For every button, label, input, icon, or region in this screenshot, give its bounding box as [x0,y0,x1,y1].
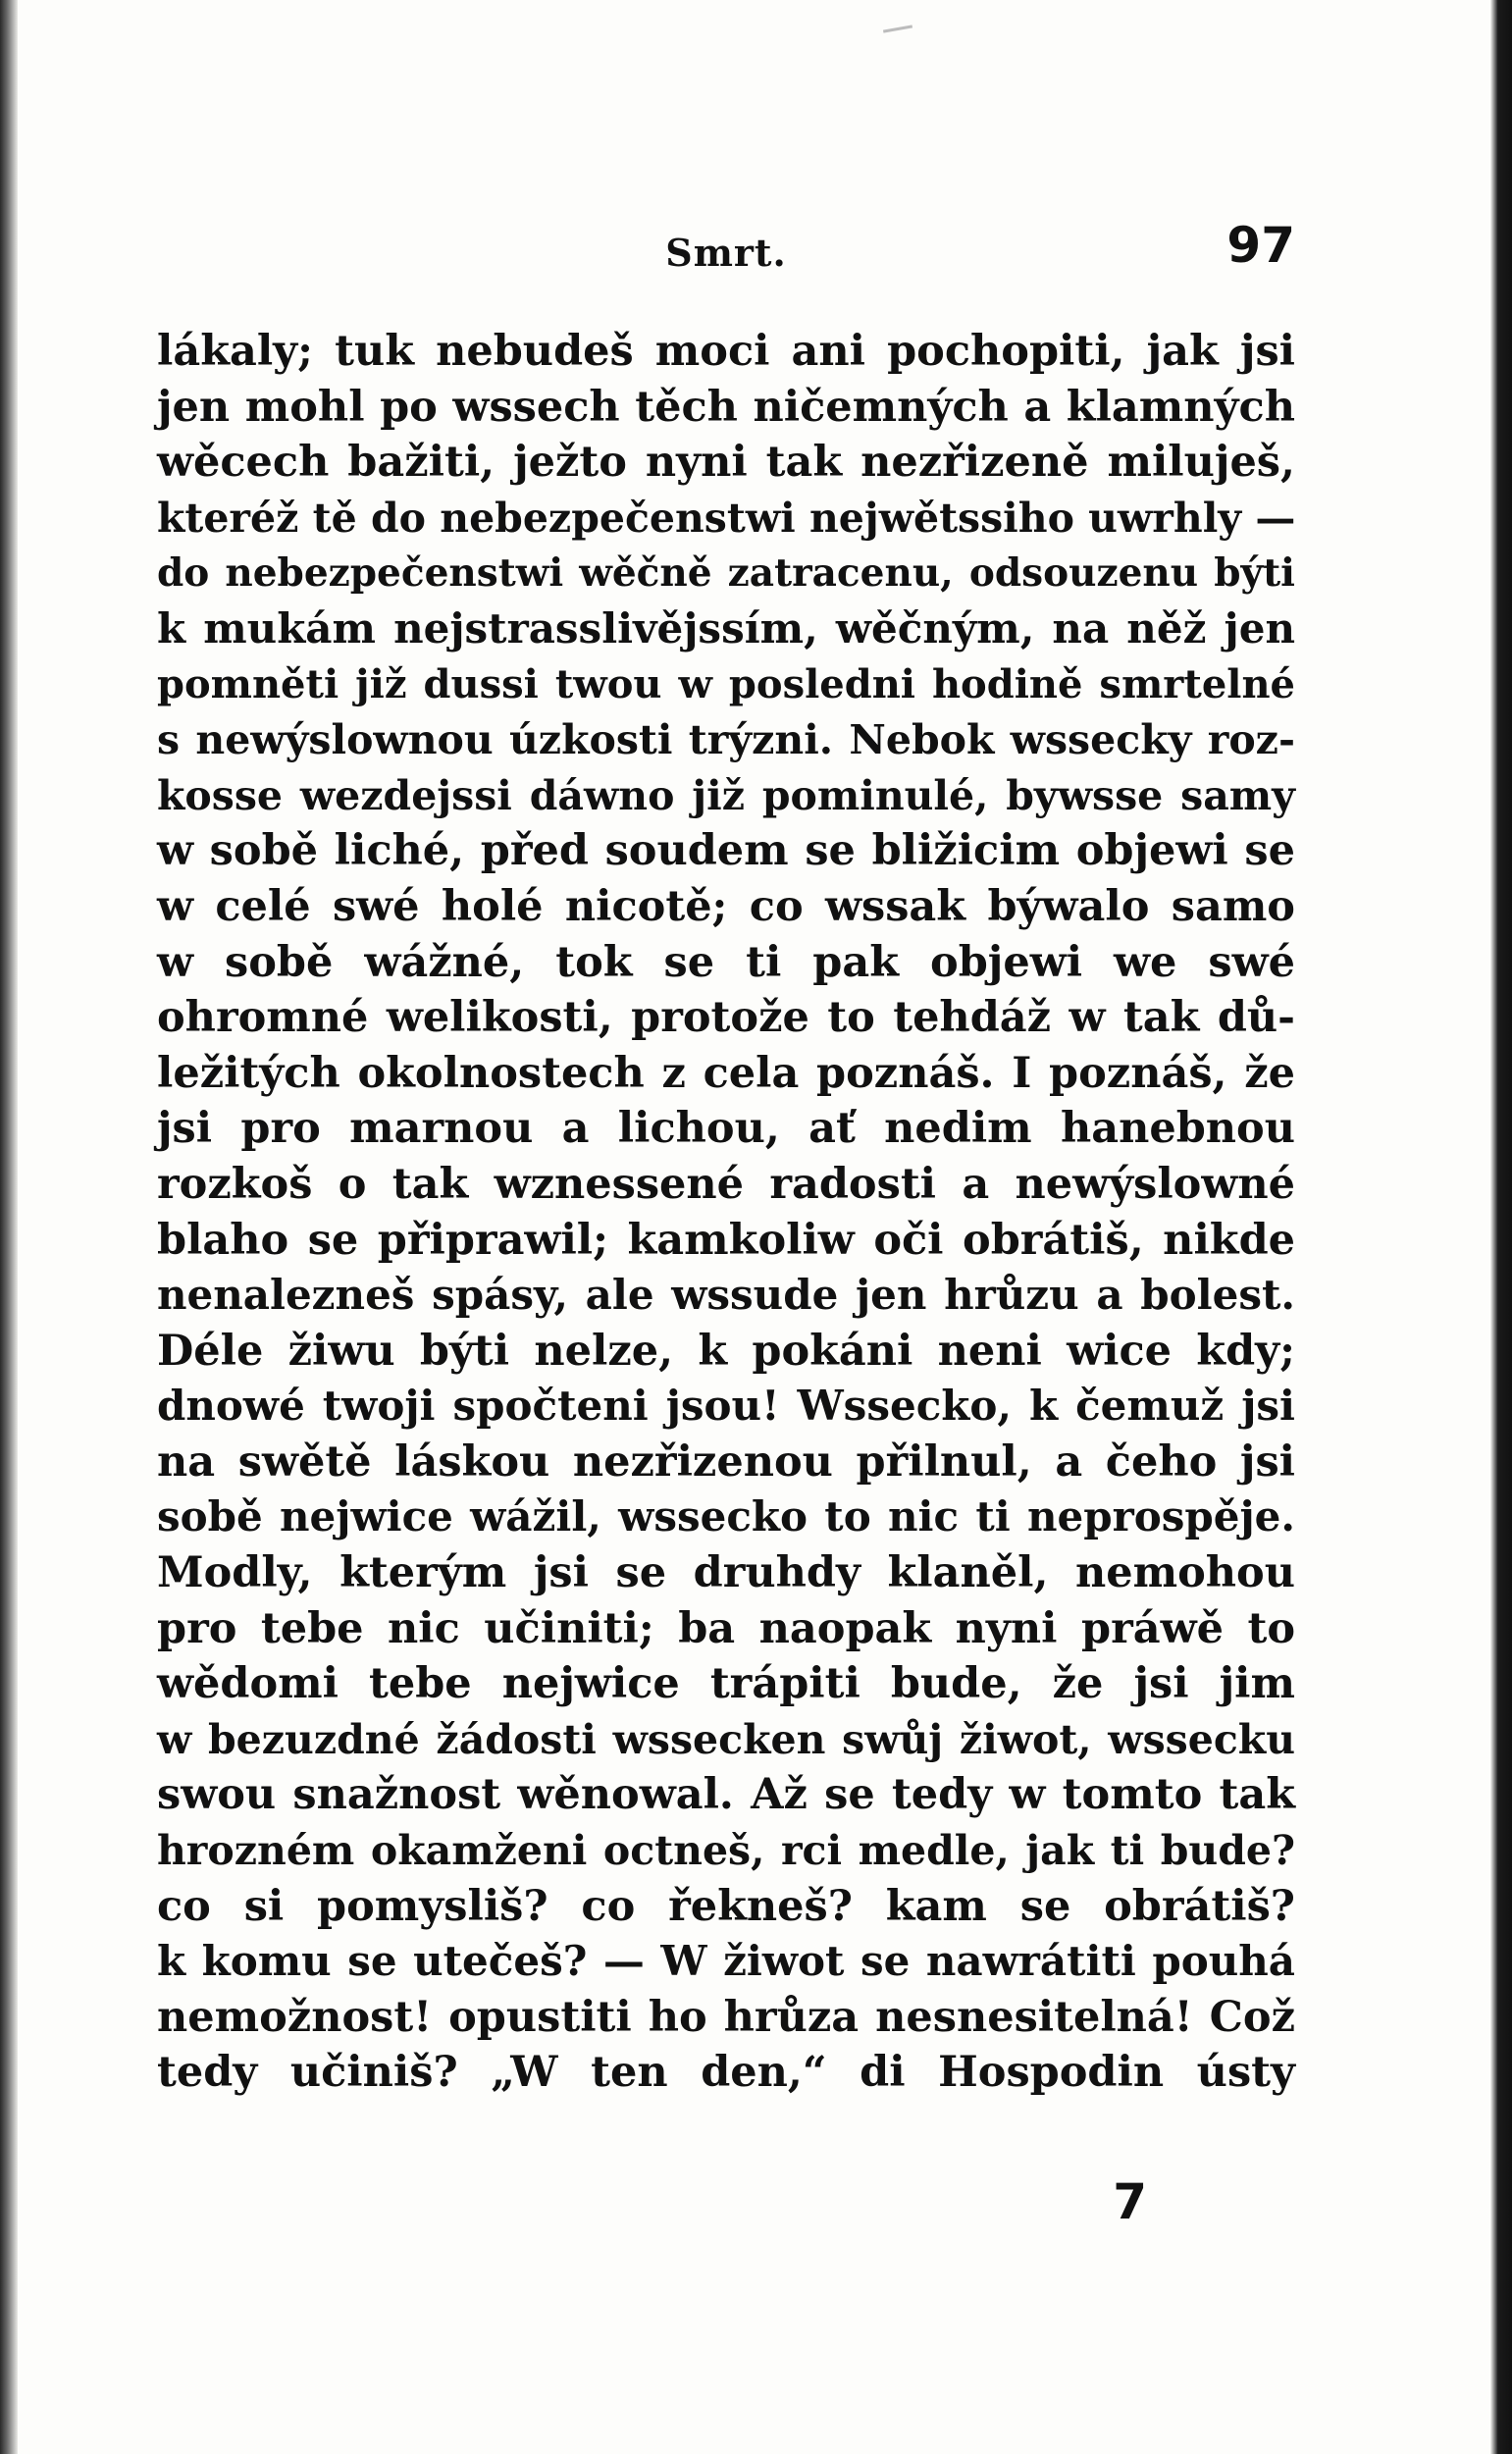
text-line: nemožnost! opustiti ho hrůza nesnesitelná! Což [157,1992,1295,2042]
scan-mark [883,25,912,32]
text-line: tedy učiniš? „W ten den,“ di Hospodin ústy [157,2048,1295,2098]
text-line: w celé swé holé nicotě; co wssak býwalo samo [157,881,1295,931]
page-header [157,211,1295,280]
scan-border [1490,0,1512,2454]
text-line: kosse wezdejssi dáwno již pominulé, bywsse samy [157,771,1295,819]
text-line: w bezuzdné žádosti wssecken swůj žiwot, wssecku [157,1715,1295,1763]
text-line: pomněti již dussi twou w posledni hodině smrtelné [157,660,1295,707]
text-line: kteréž tě do nebezpečenstwi nejwětssiho uwrhly — [157,494,1296,542]
text-line: blaho se připrawil; kamkoliw oči obrátiš, nikde [157,1215,1295,1265]
text-line: co si pomysliš? co řekneš? kam se obrátiš? [157,1881,1295,1931]
text-line: hrozném okamženi octneš, rci medle, jak ti bude? [157,1827,1295,1875]
text-line: pro tebe nic učiniti; ba naopak nyni práwě to [157,1603,1295,1653]
text-line: Déle žiwu býti nelze, k pokáni neni wice kdy; [157,1326,1295,1376]
text-line: do nebezpečenstwi wěčně zatracenu, odsouzenu býti [157,550,1295,597]
text-line: dnowé twoji spočteni jsou! Wssecko, k čemuž jsi [157,1382,1295,1431]
text-line: lákaly; tuk nebudeš moci ani pochopiti, jak jsi [157,327,1295,376]
text-line: swou snažnost wěnowal. Až se tedy w tomto tak [157,1770,1295,1820]
text-line: k komu se utečeš? — W žiwot se nawrátiti pouhá [157,1937,1295,1986]
text-line: wědomi tebe nejwice trápiti bude, že jsi jim [157,1659,1295,1709]
text-line: wěcech bažiti, ježto nyni tak nezřizeně miluješ, [157,438,1295,488]
page-edge-shadow [0,0,18,2454]
signature-mark: 7 [1113,2173,1147,2230]
text-line: Modly, kterým jsi se druhdy klaněl, nemohou [157,1548,1295,1598]
text-line: w sobě liché, před soudem se bližicim objewi se [157,826,1295,876]
text-line: sobě nejwice wážil, wssecko to nic ti neprospěje. [157,1492,1295,1541]
text-line: k mukám nejstrasslivějssím, wěčným, na něž jen [157,603,1295,653]
body-text [157,324,1295,2101]
text-line: w sobě wážné, tok se ti pak objewi we swé [157,937,1295,987]
text-line: nenalezneš spásy, ale wssude jen hrůzu a bolest. [157,1271,1295,1320]
running-head: Smrt. [665,231,787,275]
page-number: 97 [1226,217,1295,274]
text-line: rozkoš o tak wznessené radosti a newýslowné [157,1159,1295,1209]
text-line: s newýslownou úzkosti trýzni. Nebok wssecky roz- [157,716,1295,764]
text-line: na swětě láskou nezřizenou přilnul, a čeho jsi [157,1436,1295,1487]
text-line: ohromné welikosti, protože to tehdáž w tak dů- [157,993,1295,1043]
text-line: jsi pro marnou a lichou, ať nedim hanebnou [157,1104,1295,1154]
text-line: jen mohl po wssech těch ničemných a klamných [157,382,1295,432]
text-line: ležitých okolnostech z cela poznáš. I poznáš, že [157,1048,1295,1098]
